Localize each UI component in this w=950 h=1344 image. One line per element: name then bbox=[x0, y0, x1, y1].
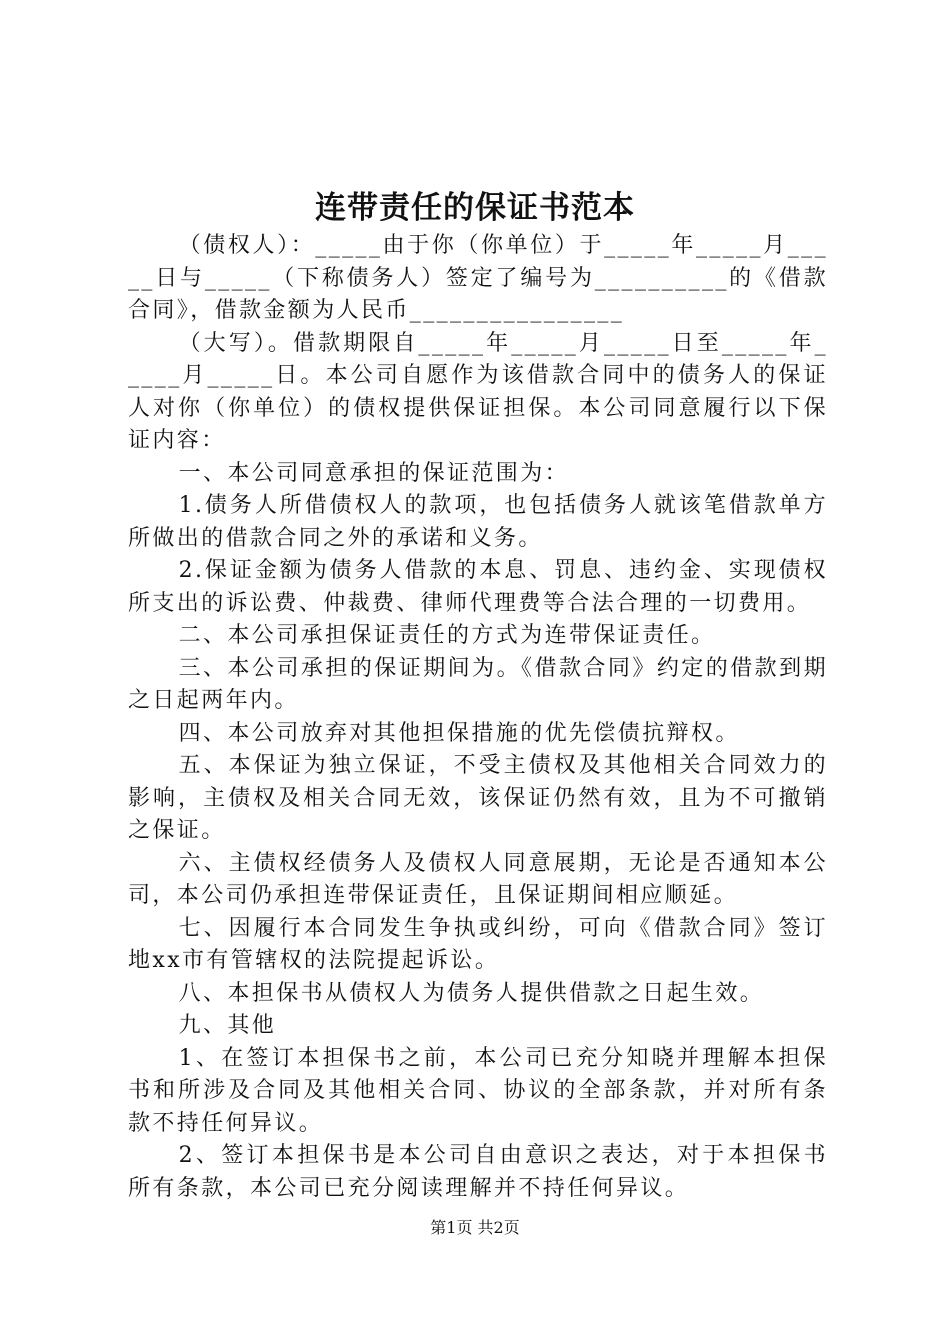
paragraph-clause-3: 三、本公司承担的保证期间为。《借款合同》约定的借款到期之日起两年内。 bbox=[128, 655, 828, 713]
paragraph-clause-9: 九、其他 bbox=[178, 1013, 277, 1038]
paragraph-clause-1-item-2: 2.保证金额为债务人借款的本息、罚息、违约金、实现债权所支出的诉讼费、仲裁费、律师代理费等合法合理的一切费用。 bbox=[128, 558, 828, 616]
paragraph-intro: （债权人）：_____由于你（你单位）于_____年_____月_____日与_____（下称债务人）签定了编号为__________的《借款合同》，借款金额为人民币________________ bbox=[128, 233, 828, 323]
paragraph-clause-8: 八、本担保书从债权人为债务人提供借款之日起生效。 bbox=[178, 980, 765, 1006]
paragraph-clause-2: 二、本公司承担保证责任的方式为连带保证责任。 bbox=[178, 623, 716, 648]
document-title: 连带责任的保证书范本 bbox=[315, 190, 635, 226]
paragraph-clause-4: 四、本公司放弃对其他担保措施的优先偿债抗辩权。 bbox=[178, 720, 740, 746]
paragraph-clause-7: 七、因履行本合同发生争执或纠纷，可向《借款合同》签订地xx市有管辖权的法院提起诉讼。 bbox=[128, 915, 828, 973]
paragraph-clause-1: 一、本公司同意承担的保证范围为： bbox=[178, 460, 569, 486]
paragraph-clause-9-item-2: 2、签订本担保书是本公司自由意识之表达，对于本担保书所有条款，本公司已充分阅读理解并不持任何异议。 bbox=[128, 1143, 828, 1201]
paragraph-clause-9-item-1: 1、在签订本担保书之前，本公司已充分知晓并理解本担保书和所涉及合同及其他相关合同、协议的全部条款，并对所有条款不持任何异议。 bbox=[128, 1045, 828, 1136]
paragraph-clause-6: 六、主债权经债务人及债权人同意展期，无论是否通知本公司，本公司仍承担连带保证责任，且保证期间相应顺延。 bbox=[128, 850, 828, 908]
paragraph-clause-5: 五、本保证为独立保证，不受主债权及其他相关合同效力的影响，主债权及相关合同无效，该保证仍然有效，且为不可撤销之保证。 bbox=[128, 753, 828, 843]
page-number-footer: 第1页 共2页 bbox=[430, 1218, 520, 1237]
document-body bbox=[128, 230, 828, 1205]
paragraph-loan-term: （大写）。借款期限自_____年_____月_____日至_____年_____月_____日。本公司自愿作为该借款合同中的债务人的保证人对你（你单位）的债权提供保证担保。本公司同意履行以下保证内容： bbox=[128, 330, 828, 453]
paragraph-clause-1-item-1: 1.债务人所借债权人的款项，也包括债务人就该笔借款单方所做出的借款合同之外的承诺和义务。 bbox=[128, 493, 828, 551]
